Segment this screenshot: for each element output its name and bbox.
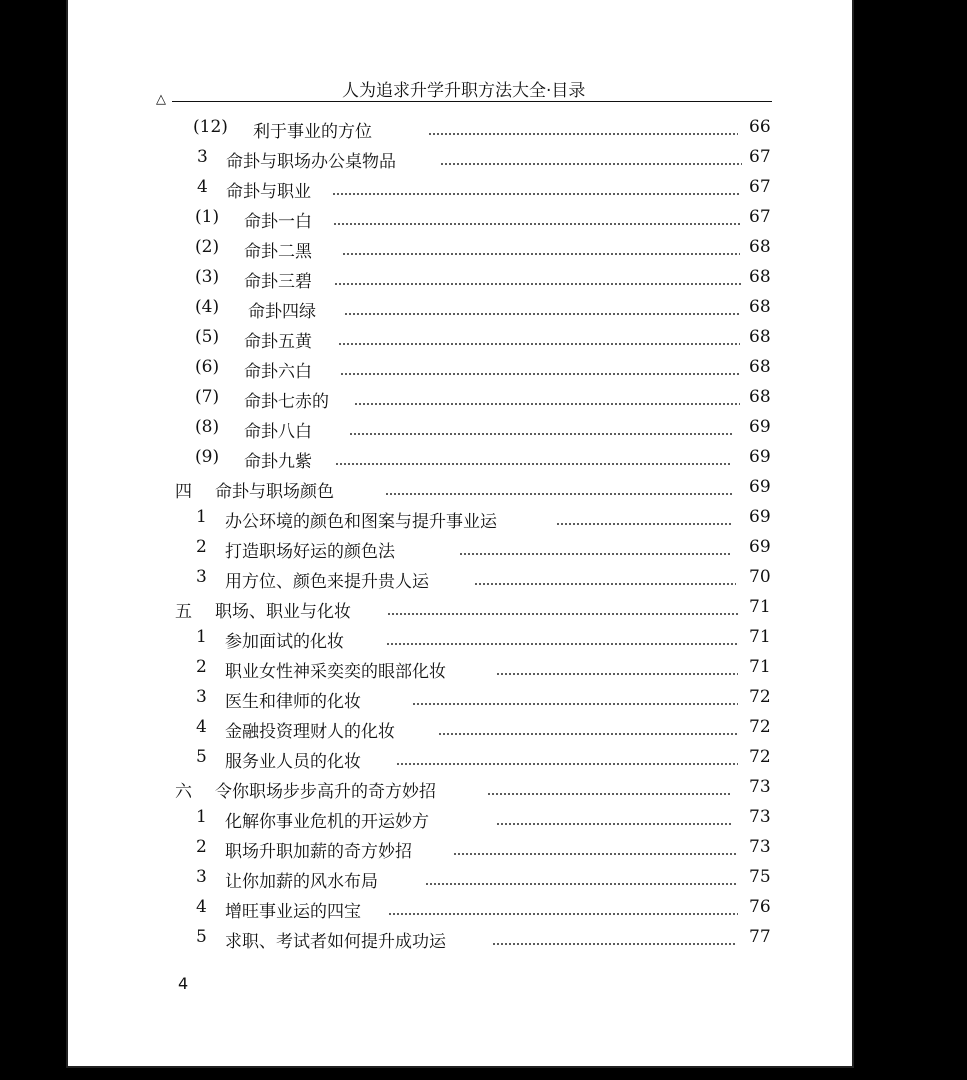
dot-leader [425, 883, 738, 885]
running-header-title: 人为追求升学升职方法大全·目录 [342, 81, 586, 101]
toc-entry-title: 金融投资理财人的化妆 [225, 722, 395, 742]
dot-leader [496, 673, 738, 675]
dot-leader [388, 913, 738, 915]
toc-entry-title: 化解你事业危机的开运妙方 [225, 812, 429, 832]
toc-entry-title: 命卦二黑 [244, 242, 312, 262]
dot-leader [474, 583, 736, 585]
toc-entry-title: 命卦与职场颜色 [215, 482, 334, 502]
toc-entry-page: 72 [749, 717, 771, 737]
toc-entry-number: 5 [196, 747, 207, 767]
toc-entry-number: 2 [196, 837, 207, 857]
toc-entry-number: 四 [175, 482, 192, 502]
toc-entry-page: 67 [749, 177, 771, 197]
toc-entry [0, 177, 967, 207]
toc-entry-title: 求职、考试者如何提升成功运 [225, 932, 446, 952]
dot-leader [438, 733, 738, 735]
toc-entry [0, 237, 967, 267]
toc-entry-number: 4 [197, 177, 208, 197]
toc-entry [0, 357, 967, 387]
dot-leader [334, 283, 742, 285]
toc-entry-number: 五 [175, 602, 192, 622]
toc-entry-number: (12) [193, 117, 228, 137]
toc-entry-title: 医生和律师的化妆 [225, 692, 361, 712]
toc-entry-number: (1) [195, 207, 220, 227]
toc-entry-page: 67 [749, 147, 771, 167]
dot-leader [428, 133, 738, 135]
toc-entry-number: 4 [196, 897, 207, 917]
toc-entry [0, 687, 967, 717]
toc-entry [0, 717, 967, 747]
toc-entry [0, 897, 967, 927]
toc-entry-page: 77 [749, 927, 771, 947]
toc-entry-number: (9) [195, 447, 220, 467]
toc-entry [0, 267, 967, 297]
toc-entry-title: 命卦七赤的 [244, 392, 329, 412]
toc-entry-title: 增旺事业运的四宝 [225, 902, 361, 922]
dot-leader [496, 823, 732, 825]
toc-entry-title: 命卦与职场办公桌物品 [226, 152, 396, 172]
toc-entry [0, 447, 967, 477]
toc-entry-page: 68 [749, 387, 771, 407]
toc-entry-page: 69 [749, 417, 771, 437]
dot-leader [333, 223, 740, 225]
dot-leader [459, 553, 732, 555]
toc-entry-page: 68 [749, 237, 771, 257]
toc-entry-number: 3 [197, 147, 208, 167]
dot-leader [338, 343, 740, 345]
toc-entry-number: 1 [196, 507, 207, 527]
toc-entry-number: 3 [196, 687, 207, 707]
toc-entry-number: (5) [195, 327, 220, 347]
toc-entry-number: 2 [196, 657, 207, 677]
toc-entry-title: 打造职场好运的颜色法 [225, 542, 395, 562]
dot-leader [344, 313, 740, 315]
toc-entry-page: 69 [749, 477, 771, 497]
dot-leader [342, 253, 740, 255]
toc-entry-title: 利于事业的方位 [253, 122, 372, 142]
dot-leader [487, 793, 730, 795]
toc-entry [0, 777, 967, 807]
toc-entry-page: 68 [749, 357, 771, 377]
dot-leader [453, 853, 736, 855]
toc-entry-title: 参加面试的化妆 [225, 632, 344, 652]
toc-entry-page: 69 [749, 507, 771, 527]
toc-entry-title: 命卦与职业 [226, 182, 311, 202]
toc-entry [0, 837, 967, 867]
toc-entry-page: 68 [749, 267, 771, 287]
dot-leader [385, 493, 732, 495]
toc-entry [0, 867, 967, 897]
toc-entry-page: 75 [749, 867, 771, 887]
toc-entry-number: (8) [195, 417, 220, 437]
toc-entry-title: 命卦四绿 [248, 302, 316, 322]
toc-entry-number: (6) [195, 357, 220, 377]
toc-entry [0, 657, 967, 687]
dot-leader [340, 373, 740, 375]
toc-entry [0, 927, 967, 957]
toc-entry-title: 服务业人员的化妆 [225, 752, 361, 772]
toc-entry-page: 70 [749, 567, 771, 587]
dot-leader [440, 163, 742, 165]
toc-entry-title: 办公环境的颜色和图案与提升事业运 [225, 512, 497, 532]
toc-entry-title: 让你加薪的风水布局 [225, 872, 378, 892]
toc-entry-title: 命卦六白 [244, 362, 312, 382]
toc-entry-page: 69 [749, 537, 771, 557]
toc-entry-title: 用方位、颜色来提升贵人运 [225, 572, 429, 592]
toc-entry [0, 297, 967, 327]
toc-entry-number: 5 [196, 927, 207, 947]
toc-entry-page: 71 [749, 597, 771, 617]
header-triangle-marker: △ [156, 92, 166, 107]
dot-leader [335, 463, 732, 465]
toc-entry [0, 207, 967, 237]
toc-entry-title: 命卦五黄 [244, 332, 312, 352]
dot-leader [412, 703, 738, 705]
toc-entry-number: (2) [195, 237, 220, 257]
toc-entry [0, 147, 967, 177]
toc-entry-number: (3) [195, 267, 220, 287]
toc-entry-title: 命卦八白 [244, 422, 312, 442]
toc-entry-title: 职场、职业与化妆 [215, 602, 351, 622]
dot-leader [396, 763, 738, 765]
toc-entry-title: 职业女性神采奕奕的眼部化妆 [225, 662, 446, 682]
toc-entry-number: 4 [196, 717, 207, 737]
toc-entry-title: 令你职场步步高升的奇方妙招 [215, 782, 436, 802]
toc-entry [0, 477, 967, 507]
toc-entry-number: 六 [175, 782, 192, 802]
dot-leader [387, 613, 738, 615]
toc-entry-number: 1 [196, 627, 207, 647]
toc-entry-page: 67 [749, 207, 771, 227]
toc-entry-page: 76 [749, 897, 771, 917]
toc-entry-page: 72 [749, 687, 771, 707]
toc-entry [0, 387, 967, 417]
toc-entry [0, 567, 967, 597]
toc-entry-number: 3 [196, 567, 207, 587]
toc-entry-number: 1 [196, 807, 207, 827]
toc-entry-page: 68 [749, 327, 771, 347]
dot-leader [354, 403, 740, 405]
toc-entry-page: 72 [749, 747, 771, 767]
toc-entry-title: 命卦一白 [244, 212, 312, 232]
toc-entry-page: 73 [749, 807, 771, 827]
toc-entry-number: 2 [196, 537, 207, 557]
toc-entry-number: (7) [195, 387, 220, 407]
toc-entry-title: 命卦九紫 [244, 452, 312, 472]
toc-entry-number: 3 [196, 867, 207, 887]
toc-entry-page: 73 [749, 837, 771, 857]
toc-entry-page: 68 [749, 297, 771, 317]
toc-entry-page: 66 [749, 117, 771, 137]
dot-leader [556, 523, 732, 525]
toc-entry-page: 73 [749, 777, 771, 797]
toc-entry [0, 507, 967, 537]
toc-entry [0, 327, 967, 357]
toc-entry [0, 597, 967, 627]
dot-leader [386, 643, 738, 645]
toc-entry [0, 627, 967, 657]
toc-entry-page: 71 [749, 627, 771, 647]
toc-entry [0, 117, 967, 147]
toc-entry-title: 命卦三碧 [244, 272, 312, 292]
toc-entry-page: 71 [749, 657, 771, 677]
toc-entry-page: 69 [749, 447, 771, 467]
toc-entry [0, 537, 967, 567]
dot-leader [349, 433, 732, 435]
dot-leader [332, 193, 740, 195]
dot-leader [492, 943, 736, 945]
page-number: 4 [178, 974, 189, 993]
toc-entry [0, 807, 967, 837]
toc-entry-title: 职场升职加薪的奇方妙招 [225, 842, 412, 862]
toc-entry [0, 747, 967, 777]
toc-entry-number: (4) [195, 297, 220, 317]
toc-entry [0, 417, 967, 447]
